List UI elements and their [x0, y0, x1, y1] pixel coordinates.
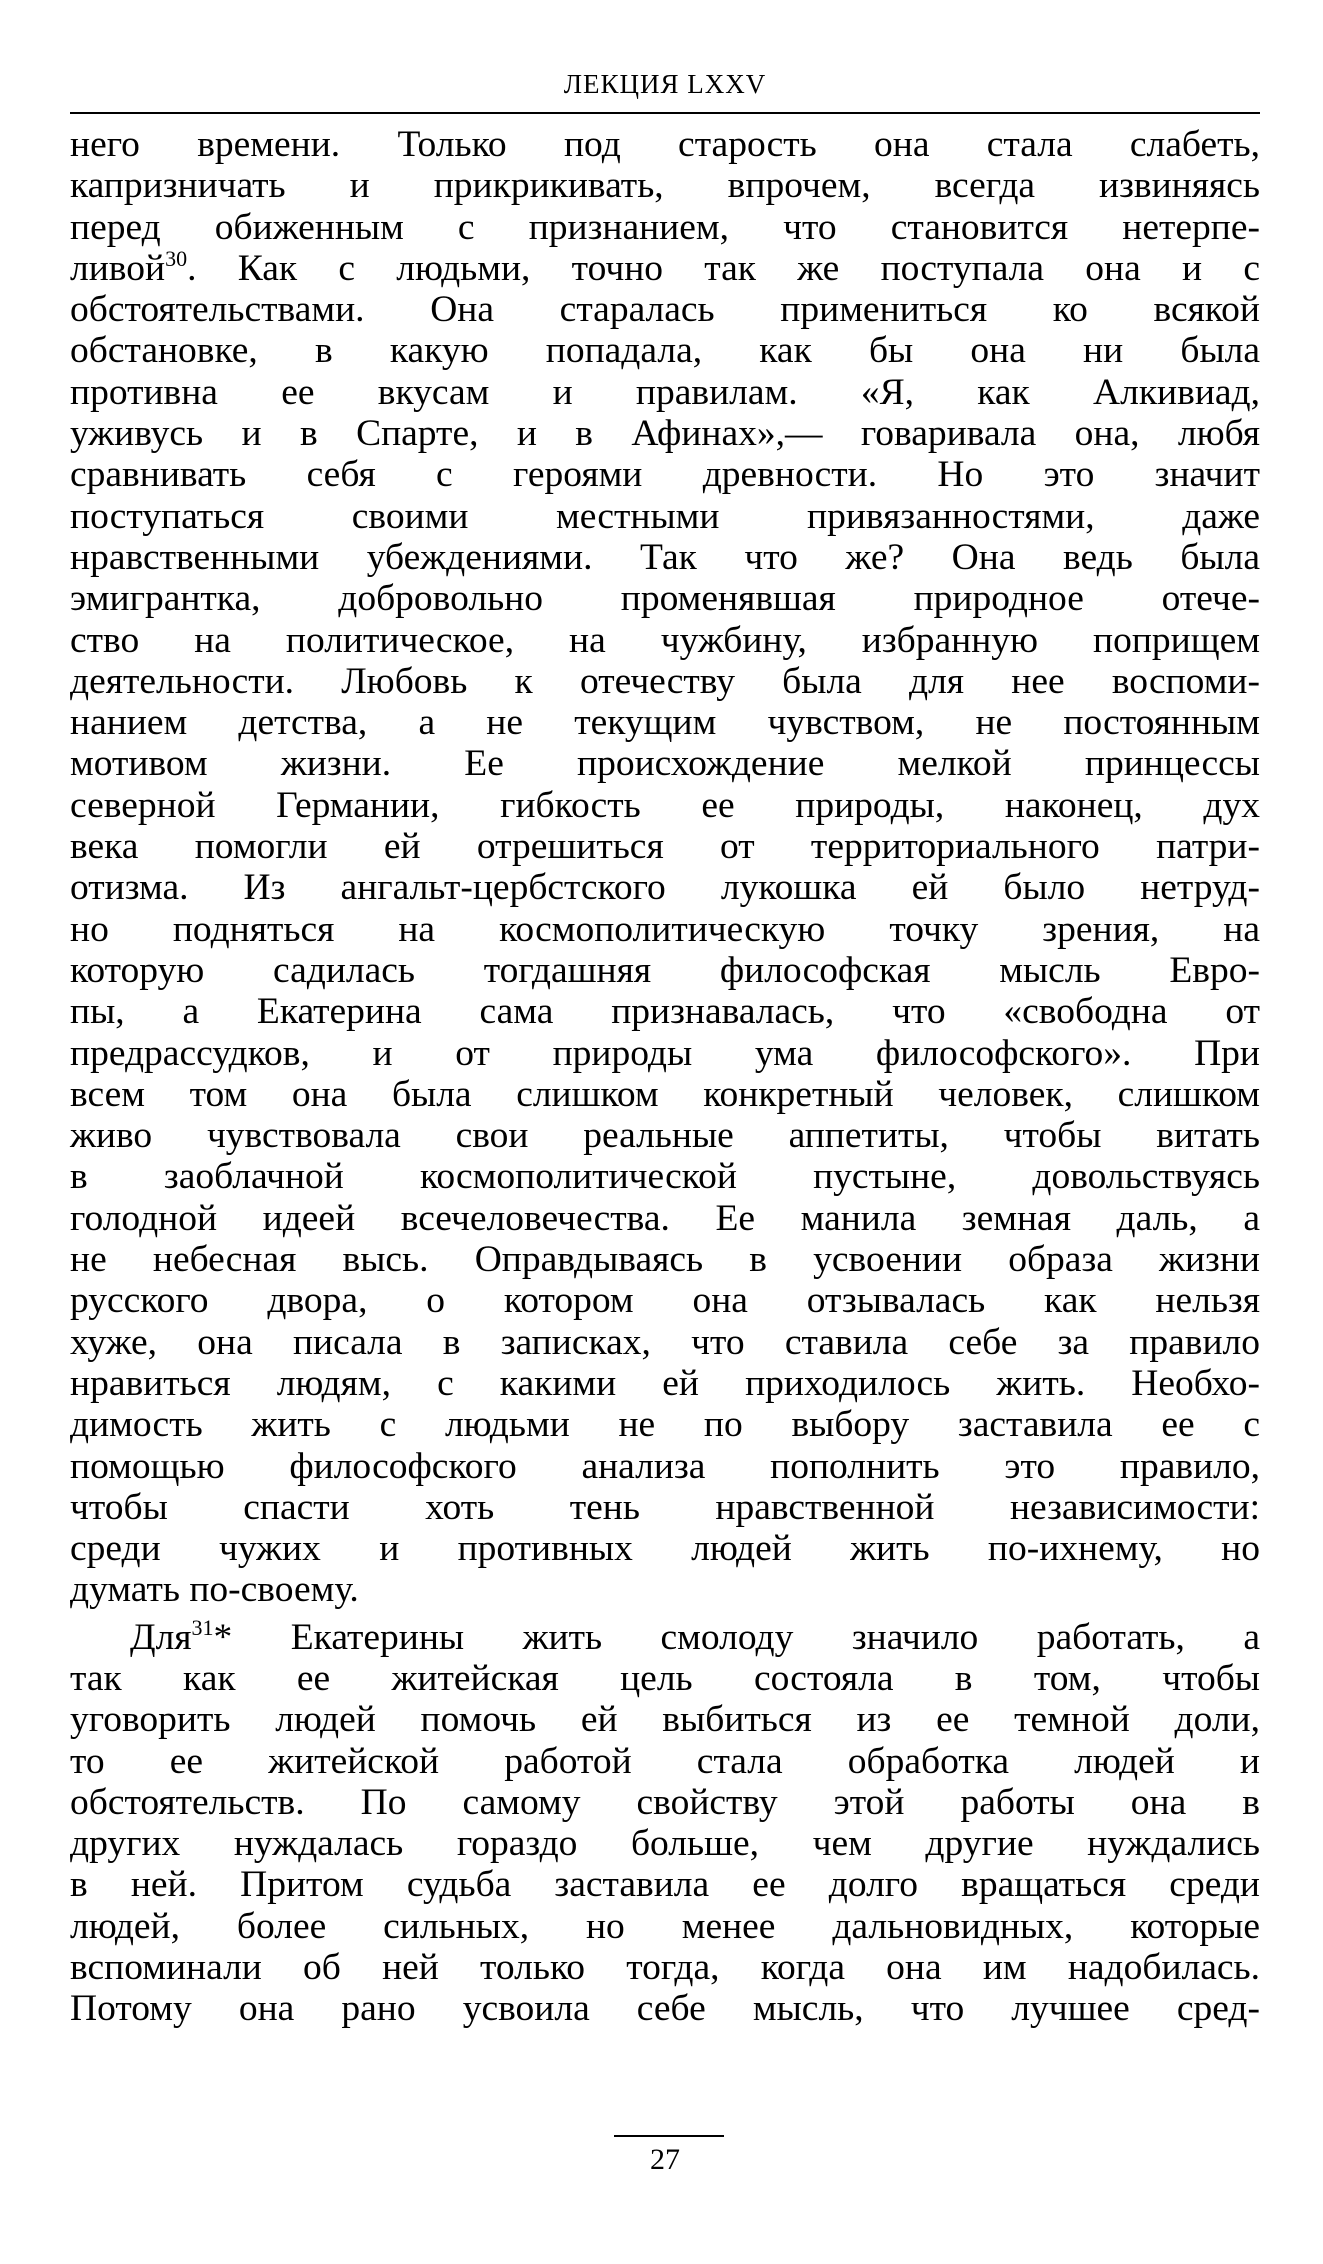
text-line: димость жить с людьми не по выбору заставила ее с — [70, 1404, 1260, 1446]
text-line: которую садилась тогдашняя философская мысль Евро- — [70, 949, 1260, 991]
text-line: хуже, она писала в записках, что ставила себе за правило — [70, 1321, 1260, 1363]
text-line: века помогли ей отрешиться от территориального патри- — [70, 826, 1260, 868]
text-line: эмигрантка, добровольно променявшая природное отече- — [70, 578, 1260, 620]
text-segment: * Екатерины жить смолоду значило работать, а — [213, 1616, 1260, 1658]
body-text — [70, 124, 1260, 2030]
text-line: ство на политическое, на чужбину, избранную поприщем — [70, 619, 1260, 661]
paragraph-2 — [70, 1614, 1260, 2030]
running-head: ЛЕКЦИЯ LXXV — [563, 69, 767, 99]
footer-rule — [614, 2135, 724, 2137]
text-line: чтобы спасти хоть тень нравственной независимости: — [70, 1486, 1260, 1528]
text-line: не небесная высь. Оправдываясь в усвоении образа жизни — [70, 1239, 1260, 1281]
text-line — [70, 245, 1260, 289]
text-line: русского двора, о котором она отзывалась как нельзя — [70, 1280, 1260, 1322]
header-rule — [70, 112, 1260, 114]
text-line: него времени. Только под старость она стала слабеть, — [70, 124, 1260, 165]
text-line: всем том она была слишком конкретный человек, слишком — [70, 1073, 1260, 1115]
text-line: других нуждалась гораздо больше, чем другие нуждались — [70, 1823, 1260, 1865]
text-segment: . Как с людьми, точно так же поступала она и с — [187, 247, 1260, 289]
text-line: обстоятельствами. Она старалась примениться ко всякой — [70, 289, 1260, 331]
text-line: живо чувствовала свои реальные аппетиты, чтобы витать — [70, 1115, 1260, 1157]
text-line: людей, более сильных, но менее дальновидных, которые — [70, 1905, 1260, 1947]
text-line: уживусь и в Спарте, и в Афинах»,— говаривала она, любя — [70, 413, 1260, 455]
text-line: думать по-своему. — [70, 1569, 359, 1611]
text-line: так как ее житейская цель состояла в том, чтобы — [70, 1657, 1260, 1699]
text-line — [70, 1614, 1260, 1658]
text-line: деятельности. Любовь к отечеству была для нее воспоми- — [70, 660, 1260, 702]
text-segment: ливой — [70, 247, 166, 289]
text-line: предрассудков, и от природы ума философского». При — [70, 1032, 1260, 1074]
text-line: противна ее вкусам и правилам. «Я, как Алкивиад, — [70, 371, 1260, 413]
text-line: голодной идеей всечеловечества. Ее манила земная даль, а — [70, 1197, 1260, 1239]
text-line: в заоблачной космополитической пустыне, довольствуясь — [70, 1156, 1260, 1198]
footnote-ref-30: 30 — [165, 245, 188, 271]
text-line: в ней. Притом судьба заставила ее долго вращаться среди — [70, 1864, 1260, 1906]
text-line: нравственными убеждениями. Так что же? Она ведь была — [70, 536, 1260, 578]
text-line: капризничать и прикрикивать, впрочем, всегда извиняясь — [70, 165, 1260, 207]
text-line: вспоминали об ней только тогда, когда она им надобилась. — [70, 1947, 1260, 1989]
text-line: обстановке, в какую попадала, как бы она ни была — [70, 330, 1260, 372]
text-line: Потому она рано усвоила себе мысль, что лучшее сред- — [70, 1988, 1260, 2030]
text-line: уговорить людей помочь ей выбиться из ее темной доли, — [70, 1699, 1260, 1741]
text-line: обстоятельств. По самому свойству этой работы она в — [70, 1781, 1260, 1823]
footnote-ref-31: 31 — [191, 1614, 214, 1640]
page-number: 27 — [650, 2143, 680, 2176]
text-line: северной Германии, гибкость ее природы, наконец, дух — [70, 784, 1260, 826]
text-line: помощью философского анализа пополнить это правило, — [70, 1445, 1260, 1487]
text-line: мотивом жизни. Ее происхождение мелкой принцессы — [70, 743, 1260, 785]
text-line: среди чужих и противных людей жить по-ихнему, но — [70, 1528, 1260, 1570]
text-line: сравнивать себя с героями древности. Но это значит — [70, 454, 1260, 496]
text-line: пы, а Екатерина сама признавалась, что «свободна от — [70, 991, 1260, 1033]
text-line: но подняться на космополитическую точку зрения, на — [70, 908, 1260, 950]
text-line: отизма. Из ангальт-цербстского лукошка ей было нетруд- — [70, 867, 1260, 909]
text-line: нравиться людям, с какими ей приходилось жить. Необхо- — [70, 1362, 1260, 1404]
text-line: поступаться своими местными привязанностями, даже — [70, 495, 1260, 537]
text-line: перед обиженным с признанием, что становится нетерпе- — [70, 206, 1260, 248]
paragraph-1 — [70, 124, 1260, 1611]
text-line: нанием детства, а не текущим чувством, не постоянным — [70, 702, 1260, 744]
text-segment: Для — [130, 1616, 192, 1658]
book-page — [70, 60, 1260, 2240]
text-line: то ее житейской работой стала обработка людей и — [70, 1740, 1260, 1782]
